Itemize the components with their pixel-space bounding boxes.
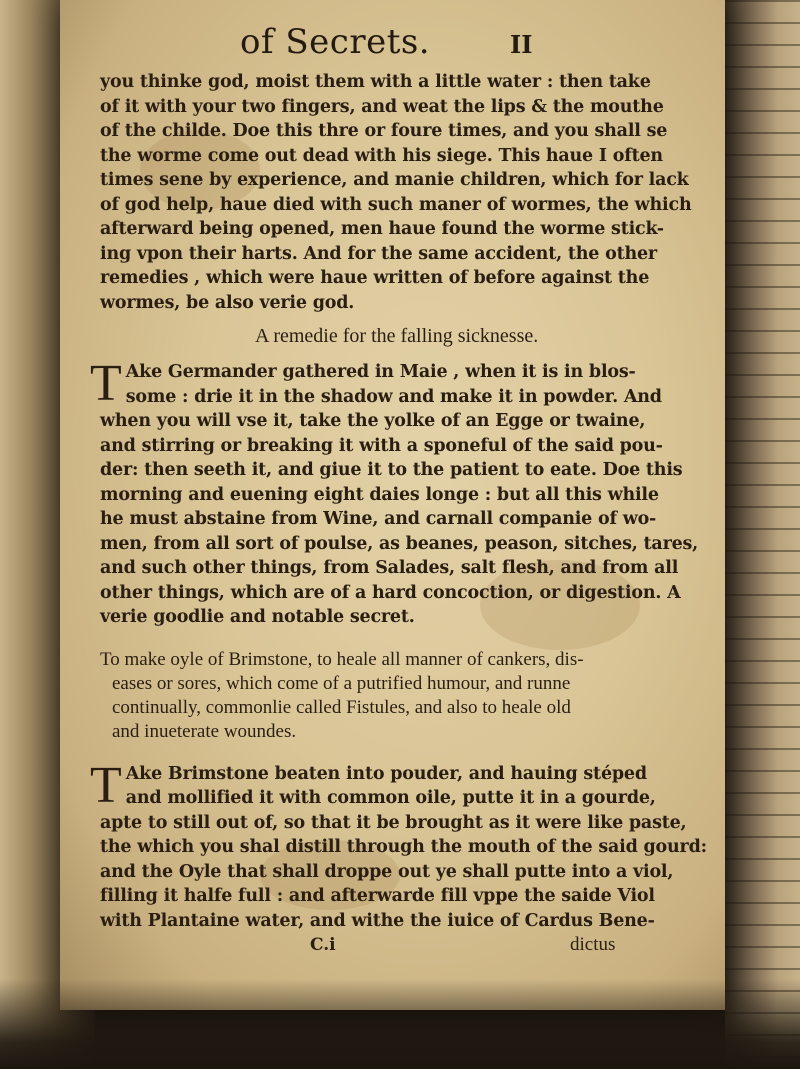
signature-line [100,933,695,957]
text-line: of the childe. Doe this thre or foure times, and you shall se [100,121,668,141]
text-line: verie goodlie and notable secret. [100,607,415,627]
text-line: with Plantaine water, and withe the iuice of Cardus Bene- [100,910,655,931]
text-line: the which you shal distill through the mouth of the said gourd: [100,837,707,857]
text-line: you thinke god, moist them with a little water : then take [100,72,651,92]
text-line: the worme come out dead with his siege. This haue I often [100,145,663,166]
drop-cap: T [90,355,122,412]
text-line: of god help, haue died with such maner of wormes, the which [100,194,692,215]
text-line: Ake Brimstone beaten into pouder, and hauing stéped [125,763,647,784]
text-line: and mollified it with common oile, putte it in a gourde, [125,788,656,808]
text-line: and such other things, from Salades, salt flesh, and from all [100,558,679,578]
paragraph-germander [90,355,699,630]
text-line: To make oyle of Brimstone, to heale all manner of cankers, dis- [100,648,584,670]
paragraph-brimstone [90,756,707,934]
text-line: continually, commonlie called Fistules, and also to heale old [112,696,571,718]
text-line: remedies , which were haue written of before against the [100,268,650,288]
text-line: eases or sores, which come of a putrified humour, and runne [112,672,571,694]
text-line: der: then seeth it, and giue it to the patient to eate. Doe this [100,460,683,480]
text-line: morning and euening eight daies longe : but all this while [100,484,659,505]
text-line: ing vpon their harts. And for the same accident, the other [100,243,657,264]
heading-falling-sickness: A remedie for the falling sicknesse. [255,325,539,347]
catchword: dictus [570,934,616,955]
text-line: apte to still out of, so that it be brought as it were like paste, [100,812,687,833]
text-line: men, from all sort of poulse, as beanes, peason, sitches, tares, [100,533,699,554]
drop-cap: T [90,756,122,814]
text-line: other things, which are of a hard concoction, or digestion. A [100,582,681,603]
page-text [90,70,707,957]
text-line: of it with your two fingers, and weat the lips & the mouthe [100,96,664,117]
running-title: of Secrets. [240,22,431,62]
text-line: and the Oyle that shall droppe out ye shall putte into a viol, [100,861,674,882]
running-head [60,22,725,72]
text-line: afterward being opened, men haue found the worme stick- [100,219,664,239]
text-line: he must abstaine from Wine, and carnall companie of wo- [100,509,657,529]
book-page [60,0,725,1010]
paragraph-worms [100,70,695,315]
text-line: and stirring or breaking it with a sponeful of the said pou- [100,435,663,456]
text-line: and inueterate woundes. [112,720,297,742]
page-number: II [510,30,533,59]
text-line: wormes, be also verie god. [100,292,355,313]
text-line: times sene by experience, and manie children, which for lack [100,170,689,190]
text-line: some : drie it in the shadow and make it in powder. And [125,386,662,407]
text-line: filling it halfe full : and afterwarde fill vppe the saide Viol [100,886,655,906]
text-line: Ake Germander gathered in Maie , when it is in blos- [125,362,636,382]
right-page-edge [725,0,800,1069]
heading-oyle-of-brimstone [100,648,695,744]
signature-mark: C.i [310,935,336,955]
bottom-shadow [0,979,800,1069]
text-line: when you will vse it, take the yolke of an Egge or twaine, [100,411,646,431]
